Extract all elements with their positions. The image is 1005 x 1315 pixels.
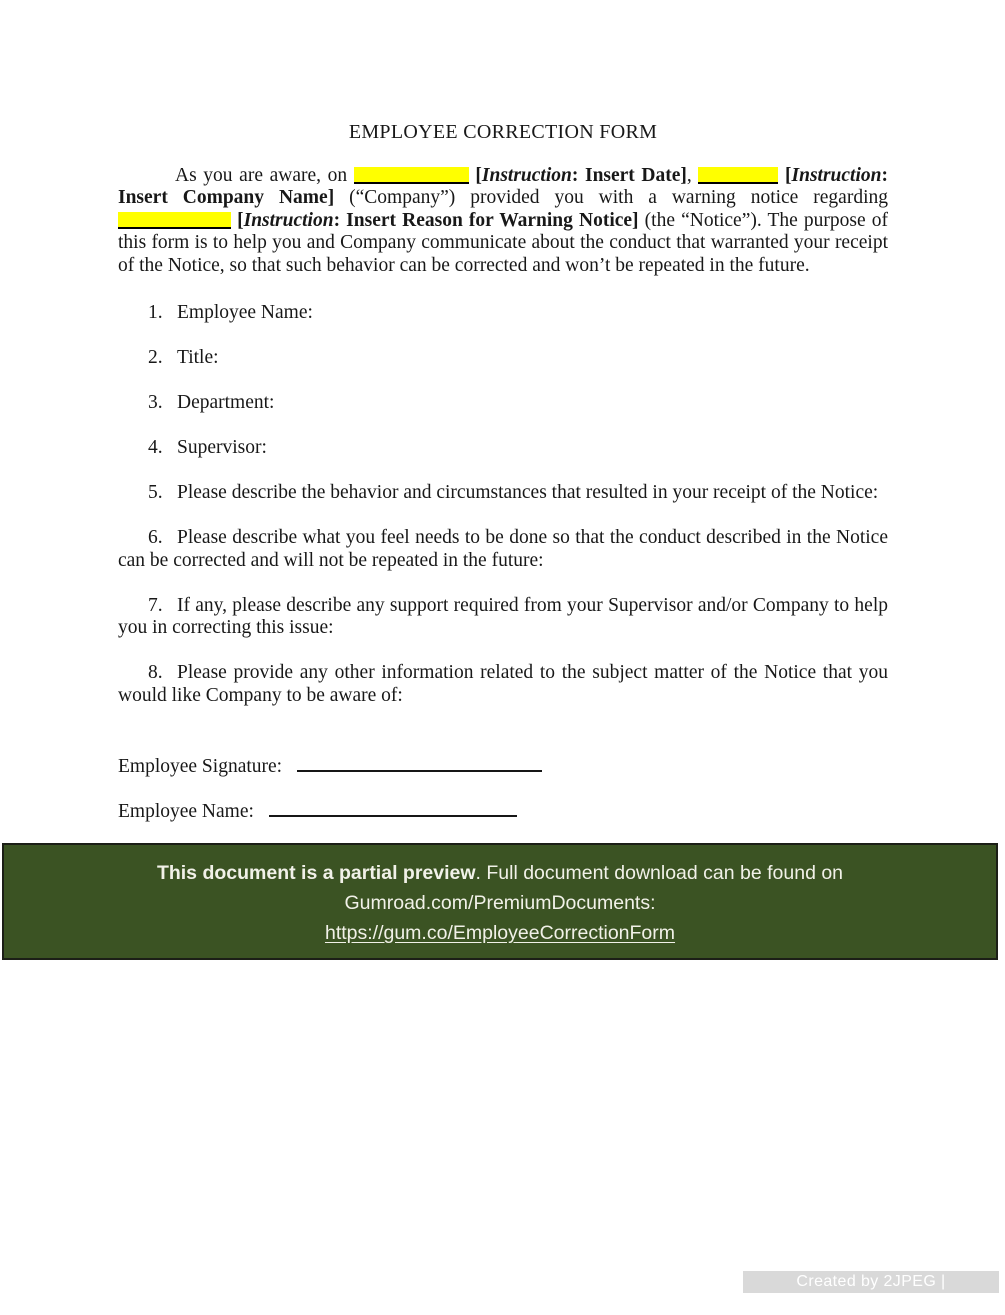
list-item-text: If any, please describe any support required from your Supervisor and/or Company to help you in correcting this issue: <box>118 594 888 638</box>
list-item-number: 6. <box>148 527 163 548</box>
intro-text-segment: : Insert Company Name] <box>118 164 888 208</box>
list-item-6 <box>118 527 888 572</box>
intro-text-segment: , <box>686 164 699 186</box>
preview-banner-line1 <box>4 858 996 888</box>
list-item-number: 7. <box>148 594 163 616</box>
list-item-number: 3. <box>148 392 163 413</box>
list-item-8 <box>118 662 888 707</box>
list-item-text: Department: <box>177 392 275 413</box>
list-item-number: 2. <box>148 347 163 368</box>
preview-banner-bold-text: This document is a partial preview <box>156 862 476 884</box>
preview-banner-line3 <box>4 918 996 948</box>
watermark-badge: Created by 2JPEG | www.2jpeg.com <box>743 1271 999 1293</box>
preview-banner <box>2 843 998 960</box>
intro-text-segment: Instruction <box>791 164 882 186</box>
intro-text-segment: Instruction <box>481 164 572 186</box>
list-item-text: Please provide any other information related to the subject matter of the Notice that you would like Company to be aware of: <box>118 662 888 706</box>
list-item-text: Please describe what you feel needs to be done so that the conduct described in the Notice can be corrected and will not be repeated in the future: <box>118 527 888 571</box>
intro-text-segment: : Insert Reason for Warning Notice] <box>333 209 639 231</box>
preview-banner-line2: Gumroad.com/PremiumDocuments: <box>344 892 656 914</box>
employee-name-label: Employee Name: <box>118 801 254 822</box>
list-item-number: 5. <box>148 482 163 503</box>
intro-text-segment: Instruction <box>243 209 334 231</box>
list-item-text: Employee Name: <box>177 302 313 323</box>
highlighted-blank <box>118 212 231 229</box>
list-item-number: 8. <box>148 662 163 683</box>
list-item-5 <box>118 482 888 505</box>
name-blank-line <box>269 802 517 817</box>
list-item-number: 1. <box>148 302 163 323</box>
intro-paragraph <box>118 165 888 278</box>
intro-text-segment: : Insert Date] <box>571 164 687 186</box>
preview-banner-rest-text: . Full document download can be found on <box>475 862 844 884</box>
list-item-1 <box>118 302 888 325</box>
download-link[interactable]: https://gum.co/EmployeeCorrectionForm <box>324 922 676 944</box>
intro-text-segment: [ <box>785 164 792 186</box>
intro-text-segment: (the “Notice”). The purpose of this form is to help you and Company communicate about the conduct that warranted your receipt of the Notice, so that such behavior can be corrected and won’t be repeated in the future. <box>118 209 889 276</box>
highlighted-blank <box>354 167 469 184</box>
intro-text-segment: [ <box>475 164 482 186</box>
page-title: EMPLOYEE CORRECTION FORM <box>348 121 658 143</box>
highlighted-blank <box>698 167 778 184</box>
list-item-text: Please describe the behavior and circumstances that resulted in your receipt of the Notice: <box>177 482 879 503</box>
list-item-7 <box>118 595 888 640</box>
employee-name-row <box>118 801 888 824</box>
list-item-2 <box>118 347 888 370</box>
list-item-number: 4. <box>148 437 163 458</box>
list-item-4 <box>118 437 888 460</box>
document-body <box>118 121 888 824</box>
intro-text-segment: [ <box>237 209 244 231</box>
intro-text-segment: (“Company”) provided you with a warning notice regarding <box>334 187 888 208</box>
employee-signature-row <box>118 756 888 779</box>
signature-blank-line <box>297 757 542 772</box>
list-item-3 <box>118 392 888 415</box>
intro-text-segment: As you are aware, on <box>175 164 354 186</box>
employee-signature-label: Employee Signature: <box>118 756 283 777</box>
list-item-text: Title: <box>177 347 219 368</box>
list-item-text: Supervisor: <box>177 437 267 458</box>
